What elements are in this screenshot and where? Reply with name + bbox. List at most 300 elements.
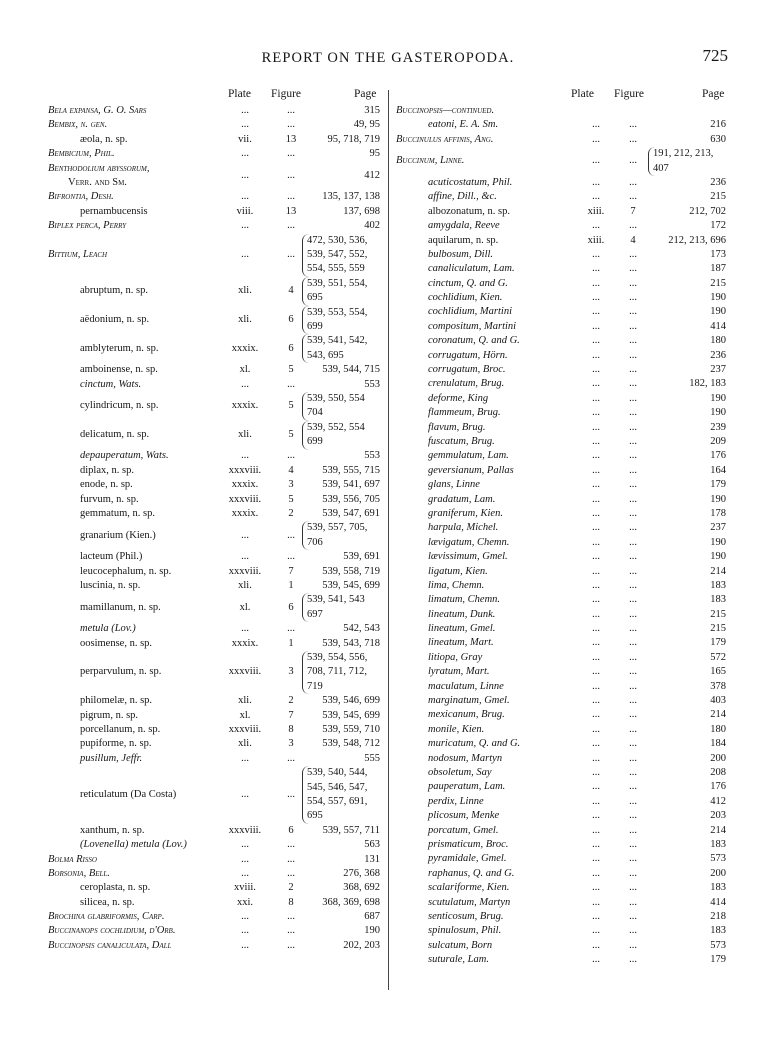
index-entry: [48, 637, 380, 651]
index-entry: [48, 550, 380, 564]
plate-cell: ...: [592, 608, 600, 620]
plate-cell: xviii.: [234, 882, 256, 894]
figure-cell: ...: [629, 536, 637, 548]
figure-cell: ...: [287, 378, 295, 390]
plate-cell: ...: [241, 169, 249, 181]
figure-cell: ...: [287, 752, 295, 764]
figure-cell: ...: [629, 292, 637, 304]
figure-cell: ...: [287, 551, 295, 563]
index-entry: [48, 478, 380, 492]
figure-cell: 6: [288, 824, 294, 836]
page-cell: 315: [364, 105, 380, 116]
figure-cell: ...: [629, 709, 637, 721]
page-cell: [302, 421, 365, 450]
entry-name: prismaticum, Broc.: [428, 838, 509, 850]
figure-cell: ...: [287, 839, 295, 851]
figure-cell: ...: [629, 637, 637, 649]
entry-name: corrugatum, Hörn.: [428, 349, 508, 361]
plate-cell: ...: [241, 378, 249, 390]
page-cell: 208: [710, 766, 726, 778]
page-cell: 215: [710, 191, 726, 203]
index-entry: [48, 709, 380, 723]
page-refs-line: 545, 546, 547,: [307, 781, 368, 793]
page-cell: 202, 203: [343, 939, 380, 951]
index-entry: [396, 867, 726, 881]
entry-name: plicosum, Menke: [428, 810, 500, 822]
page-cell: 630: [710, 133, 726, 145]
figure-cell: ...: [287, 169, 295, 181]
page-cell: 187: [710, 263, 726, 275]
page-cell: 553: [364, 450, 380, 462]
page-cell: 573: [710, 853, 726, 865]
page-cell: [302, 521, 367, 550]
entry-name: obsoletum, Say: [428, 766, 492, 778]
figure-cell: ...: [287, 220, 295, 232]
page-cell: 190: [364, 925, 380, 937]
page-refs-line: 539, 551, 554,: [307, 277, 368, 289]
figure-cell: ...: [629, 695, 637, 707]
plate-cell: ...: [592, 853, 600, 865]
index-entry: [396, 176, 726, 190]
page-cell: 180: [710, 723, 726, 735]
index-entry: [48, 752, 380, 766]
page-cell: 135, 137, 138: [322, 191, 380, 203]
index-entry: [48, 133, 380, 147]
plate-cell: xxxviii.: [228, 493, 262, 505]
page-cell: 182, 183: [689, 378, 726, 390]
entry-name: compositum, Martini: [428, 320, 517, 332]
figure-cell: 1: [288, 580, 294, 592]
entry-name: Buccinulus affinis, Ang.: [396, 133, 494, 145]
plate-cell: xli.: [238, 428, 252, 440]
page-refs-line: 695: [307, 292, 323, 304]
entry-name: granarium (Kien.): [80, 529, 156, 541]
plate-cell: ...: [592, 565, 600, 577]
figure-cell: ...: [629, 378, 637, 390]
entry-name: diplax, n. sp.: [80, 464, 134, 476]
entry-name: ceroplasta, n. sp.: [80, 882, 151, 894]
plate-cell: ...: [241, 788, 249, 800]
plate-cell: ...: [241, 839, 249, 851]
plate-cell: xli.: [238, 580, 252, 592]
index-entry: [48, 147, 380, 161]
index-entry: [396, 651, 726, 665]
entry-name: muricatum, Q. and G.: [428, 738, 521, 750]
entry-name: oosimense, n. sp.: [80, 637, 153, 649]
plate-cell: ...: [241, 551, 249, 563]
entry-name: mamillanum, n. sp.: [80, 601, 161, 613]
entry-name: eatoni, E. A. Sm.: [428, 119, 499, 131]
figure-cell: ...: [287, 119, 295, 131]
entry-name: Bembicium, Phil.: [48, 148, 115, 160]
index-entry: [396, 320, 726, 334]
plate-cell: ...: [592, 896, 600, 908]
plate-cell: ...: [241, 119, 249, 131]
page-cell: 687: [364, 911, 380, 923]
index-entry: [396, 493, 726, 507]
plate-cell: ...: [592, 155, 600, 167]
index-entry: [396, 608, 726, 622]
page-cell: 539, 541, 697: [322, 479, 380, 491]
entry-name: amblyterum, n. sp.: [80, 342, 159, 354]
index-entry: [396, 536, 726, 550]
plate-cell: xxxviii.: [228, 565, 262, 577]
figure-cell: ...: [629, 364, 637, 376]
page-cell: 190: [710, 292, 726, 304]
page-refs-line: 539, 553, 554,: [307, 306, 368, 318]
plate-cell: viii.: [236, 205, 254, 217]
page-cell: [302, 234, 367, 277]
figure-cell: ...: [629, 248, 637, 260]
page-cell: [302, 651, 367, 694]
plate-cell: ...: [592, 838, 600, 850]
index-entry: [396, 622, 726, 636]
index-entry: [48, 838, 380, 852]
index-entry: [396, 924, 726, 938]
index-entry: [48, 190, 380, 204]
entry-name: gradatum, Lam.: [428, 493, 496, 505]
plate-cell: ...: [592, 824, 600, 836]
entry-name: suturale, Lam.: [428, 954, 489, 966]
plate-cell: ...: [592, 378, 600, 390]
page-cell: 190: [710, 407, 726, 419]
index-entry: [48, 896, 380, 910]
index-entry: [48, 493, 380, 507]
page-cell: 200: [710, 752, 726, 764]
figure-cell: 13: [285, 205, 297, 217]
index-entry: [48, 694, 380, 708]
figure-cell: ...: [287, 248, 295, 260]
figure-cell: ...: [629, 867, 637, 879]
plate-cell: ...: [241, 220, 249, 232]
plate-cell: xiii.: [587, 234, 605, 246]
index-entry: [396, 838, 726, 852]
page-cell: 215: [710, 623, 726, 635]
index-entry: [48, 723, 380, 737]
index-entry: [48, 334, 380, 363]
page-cell: 209: [710, 436, 726, 447]
page-cell: 180: [710, 335, 726, 347]
index-entry: [396, 795, 726, 809]
entry-name: flammeum, Brug.: [428, 407, 501, 419]
page-cell: 542, 543: [343, 623, 380, 635]
index-entry: [48, 162, 380, 191]
index-entry: [48, 521, 380, 550]
entry-name: harpula, Michel.: [428, 522, 499, 534]
page-cell: 555: [364, 752, 380, 764]
page-cell: 539, 556, 705: [322, 493, 380, 505]
page-cell: 212, 702: [689, 205, 726, 217]
plate-cell: xxxviii.: [228, 464, 262, 476]
plate-cell: xli.: [238, 313, 252, 325]
entry-name: æola, n. sp.: [80, 133, 128, 145]
page-cell: 164: [710, 464, 726, 476]
plate-cell: ...: [241, 623, 249, 635]
index-entry: [396, 636, 726, 650]
entry-name: enode, n. sp.: [80, 479, 133, 491]
plate-cell: ...: [241, 853, 249, 865]
entry-name: limatum, Chemn.: [428, 594, 501, 606]
entry-name: spinulosum, Phil.: [428, 925, 502, 937]
entry-name: pauperatum, Lam.: [428, 781, 506, 793]
plate-cell: ...: [592, 910, 600, 922]
entry-name: ligatum, Kien.: [428, 565, 488, 577]
figure-cell: ...: [629, 479, 637, 491]
index-entry: [396, 565, 726, 579]
index-entry: [48, 881, 380, 895]
plate-cell: ...: [592, 752, 600, 764]
plate-cell: ...: [592, 551, 600, 563]
index-entry: [396, 406, 726, 420]
index-entry: [396, 824, 726, 838]
figure-cell: ...: [629, 565, 637, 577]
page-cell: 215: [710, 277, 726, 289]
entry-name: perparvulum, n. sp.: [80, 666, 162, 678]
entry-name: cylindricum, n. sp.: [80, 400, 159, 412]
index-entry: [396, 780, 726, 794]
entry-name: nodosum, Martyn: [428, 752, 503, 764]
plate-cell: ...: [592, 651, 600, 663]
page-refs-line: 539, 550, 554: [307, 392, 365, 404]
plate-cell: ...: [241, 867, 249, 879]
index-entry: [396, 104, 726, 118]
figure-cell: 7: [288, 709, 294, 721]
page-refs-line: 191, 212, 213,: [653, 148, 714, 160]
plate-cell: ...: [592, 766, 600, 778]
figure-cell: ...: [629, 666, 637, 678]
index-entry: [48, 392, 380, 421]
plate-cell: xxxviii.: [228, 666, 262, 678]
entry-name: fuscatum, Brug.: [428, 436, 495, 447]
index-entry: [396, 334, 726, 348]
figure-cell: ...: [629, 191, 637, 203]
entry-name: cinctum, Wats.: [80, 378, 142, 390]
plate-cell: xl.: [239, 601, 251, 613]
plate-cell: ...: [592, 666, 600, 678]
figure-cell: ...: [629, 493, 637, 505]
plate-cell: ...: [592, 277, 600, 289]
page-cell: 176: [710, 450, 726, 462]
index-entry: [396, 881, 726, 895]
index-entry: [48, 824, 380, 838]
figure-cell: 8: [288, 896, 294, 908]
entry-name: perdix, Linne: [428, 795, 484, 807]
figure-heading: Figure: [614, 88, 645, 100]
entry-name: acuticostatum, Phil.: [428, 176, 513, 188]
entry-name: Buccinanops cochlidium, d'Orb.: [48, 925, 176, 937]
entry-name: (Lovenella) metula (Lov.): [80, 839, 187, 851]
index-entry: [396, 478, 726, 492]
figure-cell: 5: [288, 364, 294, 376]
page-cell: 183: [710, 579, 726, 591]
entry-name: Buccinopsis—continued.: [396, 105, 495, 116]
figure-cell: ...: [629, 436, 637, 447]
entry-name: aëdonium, n. sp.: [80, 313, 150, 325]
entry-name: pyramidale, Gmel.: [428, 853, 507, 865]
entry-name: pupiforme, n. sp.: [80, 738, 152, 750]
plate-cell: ...: [592, 954, 600, 966]
page-cell: 190: [710, 493, 726, 505]
entry-name: Biplex perca, Perry: [48, 220, 127, 232]
index-entry: [396, 118, 726, 132]
plate-cell: ...: [241, 450, 249, 462]
index-entry: [396, 305, 726, 319]
page-refs-line: 719: [307, 680, 323, 692]
entry-name: deforme, King: [428, 392, 489, 404]
entry-name: lima, Chemn.: [428, 579, 485, 591]
page-cell: 178: [710, 507, 726, 519]
figure-cell: ...: [629, 882, 637, 894]
index-entry: [396, 752, 726, 766]
figure-cell: ...: [629, 766, 637, 778]
index-entry: [396, 521, 726, 535]
entry-name: litiopa, Gray: [428, 651, 483, 663]
page-cell: [302, 593, 365, 622]
figure-cell: ...: [629, 824, 637, 836]
plate-cell: xli.: [238, 738, 252, 750]
figure-cell: ...: [629, 752, 637, 764]
entry-name: flavum, Brug.: [428, 421, 486, 433]
entry-name: cochlidium, Kien.: [428, 292, 503, 304]
index-entry: [396, 435, 726, 449]
index-entry: [396, 377, 726, 391]
index-entry: [396, 291, 726, 305]
plate-cell: ...: [592, 364, 600, 376]
plate-cell: ...: [241, 148, 249, 160]
index-entry: [396, 593, 726, 607]
plate-cell: ...: [592, 450, 600, 462]
page-cell: [302, 392, 365, 421]
plate-cell: ...: [592, 695, 600, 707]
page-refs-line: 699: [307, 436, 323, 448]
page-cell: 203: [710, 810, 726, 822]
index-entry: [48, 421, 380, 450]
entry-name: Bifrontia, Desh.: [48, 191, 114, 203]
entry-name: Bolma Risso: [48, 853, 97, 865]
page-cell: 49, 95: [353, 119, 380, 131]
entry-name: luscinia, n. sp.: [80, 580, 141, 592]
page-cell: 237: [710, 522, 726, 534]
figure-cell: ...: [629, 608, 637, 620]
figure-cell: ...: [287, 191, 295, 203]
page-cell: 539, 546, 699: [322, 695, 380, 707]
index-entry: [396, 248, 726, 262]
page-refs-line: 543, 695: [307, 349, 344, 361]
plate-cell: ...: [592, 579, 600, 591]
page-cell: 378: [710, 680, 726, 692]
page-cell: 214: [710, 709, 726, 721]
page-cell: 539, 544, 715: [322, 364, 380, 376]
index-entry: [48, 593, 380, 622]
entry-name: abruptum, n. sp.: [80, 284, 148, 296]
figure-cell: 5: [288, 400, 294, 412]
page-cell: 95: [369, 148, 380, 160]
page-cell: [302, 334, 367, 363]
figure-cell: ...: [629, 155, 637, 167]
plate-cell: ...: [592, 335, 600, 347]
plate-cell: ...: [241, 191, 249, 203]
figure-cell: ...: [629, 220, 637, 232]
figure-cell: ...: [629, 939, 637, 951]
plate-cell: ...: [592, 479, 600, 491]
page-cell: 236: [710, 176, 726, 188]
plate-cell: xxxix.: [231, 400, 259, 412]
figure-cell: ...: [629, 507, 637, 519]
index-entry: [396, 708, 726, 722]
page-cell: 563: [364, 839, 380, 851]
figure-cell: ...: [629, 795, 637, 807]
entry-name: amboinense, n. sp.: [80, 364, 158, 376]
page-cell: 276, 368: [343, 867, 380, 879]
page-cell: 137, 698: [343, 205, 380, 217]
plate-cell: ...: [592, 680, 600, 692]
figure-cell: 7: [630, 205, 636, 217]
entry-name: scutulatum, Martyn: [428, 896, 511, 908]
page-number: 725: [702, 46, 728, 65]
index-entry: [48, 766, 380, 824]
entry-name: geversianum, Pallas: [428, 464, 514, 476]
figure-cell: 7: [288, 565, 294, 577]
index-entry: [396, 550, 726, 564]
page-cell: 190: [710, 536, 726, 548]
page-cell: 184: [710, 738, 726, 750]
plate-cell: ...: [592, 795, 600, 807]
page-cell: 176: [710, 781, 726, 793]
entry-name: Borsonia, Bell.: [48, 867, 110, 879]
plate-cell: xli.: [238, 695, 252, 707]
page-cell: 172: [710, 220, 726, 232]
index-entry: [48, 910, 380, 924]
figure-cell: 6: [288, 601, 294, 613]
page-cell: [302, 306, 367, 335]
entry-name: delicatum, n. sp.: [80, 428, 150, 440]
page-cell: 539, 543, 718: [322, 637, 380, 649]
plate-cell: xxxix.: [231, 342, 259, 354]
figure-cell: ...: [287, 788, 295, 800]
index-entry: [48, 306, 380, 335]
left-entries: [48, 104, 380, 953]
plate-cell: ...: [592, 392, 600, 404]
index-entry: [396, 421, 726, 435]
entry-name: senticosum, Brug.: [428, 910, 504, 922]
page-refs-line: 695: [307, 810, 323, 822]
index-entry: [396, 277, 726, 291]
figure-cell: ...: [629, 119, 637, 131]
index-entry: [396, 766, 726, 780]
entry-name: raphanus, Q. and G.: [428, 867, 515, 879]
figure-cell: ...: [629, 392, 637, 404]
entry-name: porcellanum, n. sp.: [80, 723, 161, 735]
entry-name: xanthum, n. sp.: [80, 824, 145, 836]
page-cell: 200: [710, 867, 726, 879]
plate-cell: xl.: [239, 364, 251, 376]
plate-cell: ...: [592, 522, 600, 534]
plate-cell: ...: [592, 867, 600, 879]
page-cell: 414: [710, 320, 726, 332]
figure-cell: ...: [629, 723, 637, 735]
plate-cell: vii.: [238, 133, 252, 145]
plate-cell: ...: [241, 911, 249, 923]
figure-cell: ...: [629, 320, 637, 332]
figure-cell: ...: [629, 925, 637, 937]
page-cell: 179: [710, 479, 726, 491]
page-cell: 403: [710, 695, 726, 707]
index-entry: [396, 809, 726, 823]
entry-name: metula (Lov.): [80, 623, 136, 635]
figure-cell: ...: [629, 450, 637, 462]
entry-name: porcatum, Gmel.: [428, 824, 499, 836]
page-cell: 539, 558, 719: [322, 565, 380, 577]
